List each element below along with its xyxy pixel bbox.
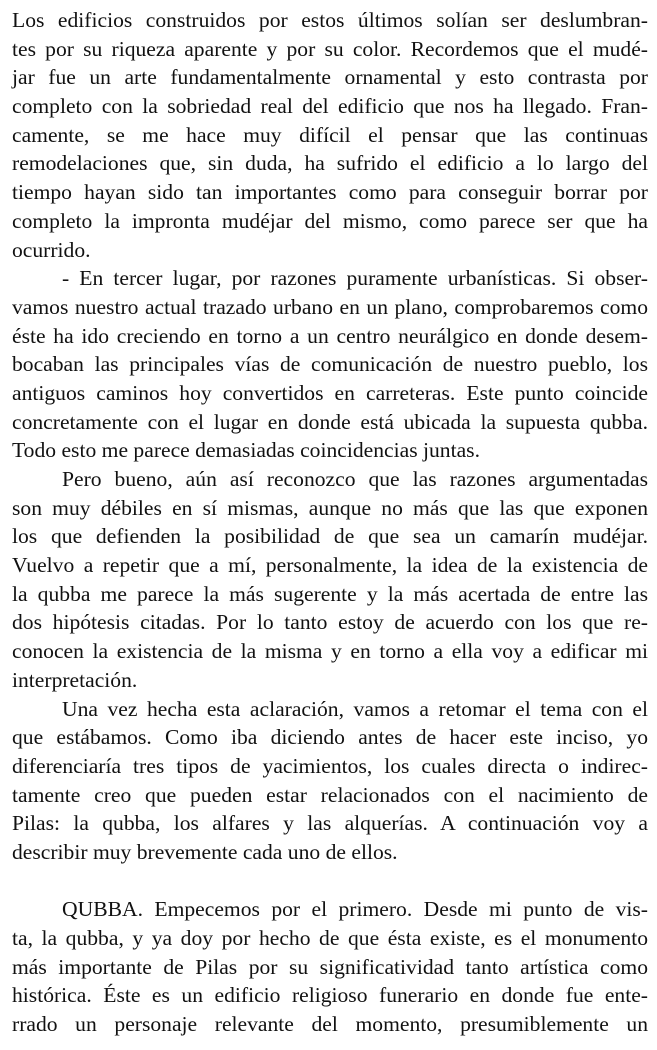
text-line: más importante de Pilas por su significatividad tanto artística como bbox=[12, 954, 648, 979]
text-line: éste ha ido creciendo en torno a un centro neurálgico en donde desem- bbox=[12, 323, 648, 348]
text-line: Los edificios construidos por estos últimos solían ser deslumbran- bbox=[12, 8, 648, 32]
text-line: describir muy brevemente cada uno de ellos. bbox=[12, 839, 398, 864]
text-line: Una vez hecha esta aclaración, vamos a retomar el tema con el bbox=[62, 696, 648, 721]
paragraph-mudejar-ornament bbox=[12, 6, 648, 264]
text-line: conocen la existencia de la misma y en torno a ella voy a edificar mi bbox=[12, 639, 648, 664]
text-line: remodelaciones que, sin duda, ha sufrido el edificio a lo largo del bbox=[12, 151, 648, 176]
text-line: completo la impronta mudéjar del mismo, como parece ser que ha bbox=[12, 208, 648, 233]
text-line: ta, la qubba, y ya doy por hecho de que ésta existe, es el monumento bbox=[12, 926, 648, 950]
text-line: tiempo hayan sido tan importantes como para conseguir borrar por bbox=[12, 180, 648, 205]
text-line: diferenciaría tres tipos de yacimientos, los cuales directa o indirec- bbox=[12, 753, 648, 778]
text-line: Vuelvo a repetir que a mí, personalmente, la idea de la existencia de bbox=[12, 553, 648, 578]
text-line: dos hipótesis citadas. Por lo tanto estoy de acuerdo con los que re- bbox=[12, 610, 648, 635]
text-line: interpretación. bbox=[12, 667, 138, 692]
text-line: Todo esto me parece demasiadas coincidencias juntas. bbox=[12, 438, 480, 463]
text-line: la qubba me parece la más sugerente y la más acertada de entre las bbox=[12, 581, 648, 606]
document-page bbox=[12, 6, 648, 1039]
text-line: que estábamos. Como iba diciendo antes de hacer este inciso, yo bbox=[12, 725, 648, 750]
text-line: antiguos caminos hoy convertidos en carreteras. Este punto coincide bbox=[12, 380, 648, 405]
text-line: tes por su riqueza aparente y por su color. Recordemos que el mudé- bbox=[12, 36, 648, 61]
text-line: histórica. Éste es un edificio religioso funerario en donde fue ente- bbox=[12, 983, 648, 1008]
text-line: camente, se me hace muy difícil el pensar que las continuas bbox=[12, 122, 648, 147]
paragraph-urban-reasons bbox=[12, 264, 648, 465]
paragraph-weak-reasons bbox=[12, 465, 648, 695]
text-line: bocaban las principales vías de comunicación de nuestro pueblo, los bbox=[12, 352, 648, 377]
text-line: jar fue un arte fundamentalmente ornamental y esto contrasta por bbox=[12, 65, 648, 90]
paragraph-three-sites bbox=[12, 695, 648, 867]
text-line: vamos nuestro actual trazado urbano en un plano, comprobaremos como bbox=[12, 294, 648, 319]
text-line: ocurrido. bbox=[12, 237, 91, 262]
paragraph-qubba-section bbox=[12, 895, 648, 1038]
text-line: Pero bueno, aún así reconozco que las razones argumentadas bbox=[62, 467, 648, 491]
text-line: completo con la sobriedad real del edificio que nos ha llegado. Fran- bbox=[12, 94, 648, 119]
text-line: son muy débiles en sí mismas, aunque no más que las que exponen bbox=[12, 495, 648, 520]
paragraph-gap bbox=[12, 867, 648, 896]
text-line: tamente creo que pueden estar relacionados con el nacimiento de bbox=[12, 782, 648, 807]
text-line: los que defienden la posibilidad de que sea un camarín mudéjar. bbox=[12, 524, 648, 549]
text-line: - En tercer lugar, por razones puramente urbanísticas. Si obser- bbox=[62, 266, 648, 291]
text-line: rrado un personaje relevante del momento, presumiblemente un bbox=[12, 1012, 648, 1037]
text-line: Pilas: la qubba, los alfares y las alquerías. A continuación voy a bbox=[12, 811, 648, 836]
text-line: QUBBA. Empecemos por el primero. Desde mi punto de vis- bbox=[62, 897, 648, 922]
text-line: concretamente con el lugar en donde está ubicada la supuesta qubba. bbox=[12, 409, 648, 434]
